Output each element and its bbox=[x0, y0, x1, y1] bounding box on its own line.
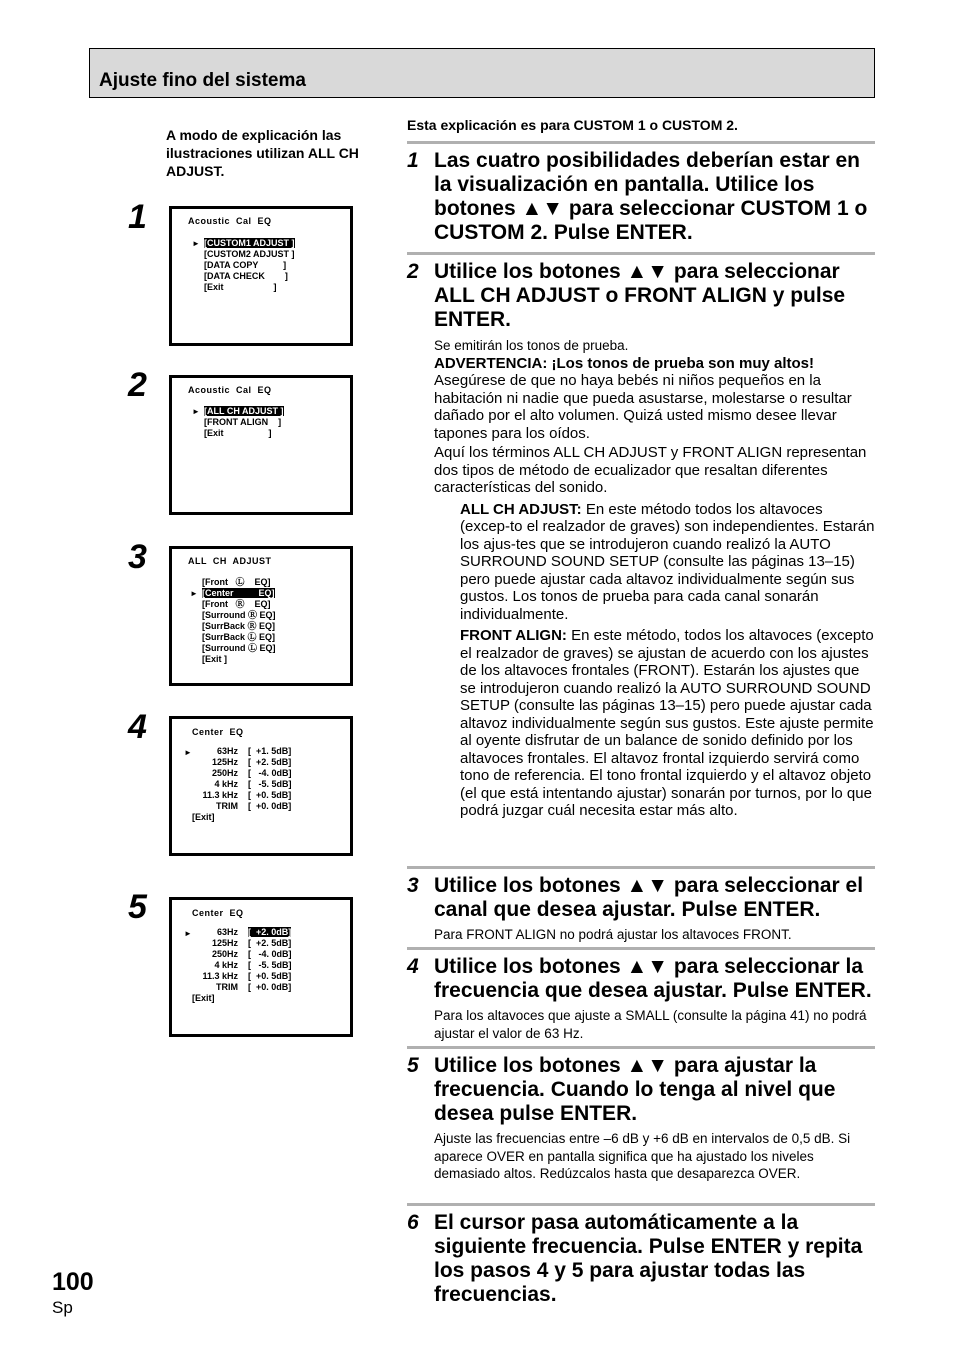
eq-frequency: 250Hz bbox=[211, 768, 238, 778]
step-5 bbox=[407, 1046, 875, 1183]
eq-frequency: 250Hz bbox=[211, 949, 238, 959]
step-3 bbox=[407, 866, 875, 944]
cursor-icon: ► bbox=[192, 407, 200, 416]
step-heading bbox=[407, 955, 875, 1003]
screen-option: [ALL CH ADJUST ] bbox=[204, 406, 284, 416]
step-number: 4 bbox=[407, 955, 419, 978]
step-text: Utilice los botones ▲▼ para seleccionar ALL CH ADJUST o FRONT ALIGN y pulse ENTER. bbox=[434, 260, 846, 331]
screen-option: [SurrBack Ⓡ EQ] bbox=[202, 621, 276, 631]
step-heading bbox=[407, 874, 875, 922]
step-text: Utilice los botones ▲▼ para ajustar la frecuencia. Cuando lo tenga al nivel que desea pulse ENTER. bbox=[434, 1054, 836, 1125]
screen-figure-2 bbox=[169, 375, 353, 515]
illustration-note: A modo de explicación las ilustraciones utilizan ALL CH ADJUST. bbox=[166, 127, 359, 179]
screen-figure-3 bbox=[169, 546, 353, 686]
eq-frequency: 4 kHz bbox=[214, 960, 238, 970]
step-number: 1 bbox=[407, 149, 419, 172]
step-heading bbox=[407, 1054, 875, 1126]
screen-title: Acoustic Cal EQ bbox=[188, 216, 272, 226]
section-title: Ajuste fino del sistema bbox=[99, 70, 306, 91]
page-language: Sp bbox=[52, 1298, 73, 1317]
figure-number-4: 4 bbox=[128, 708, 147, 746]
eq-value: [ +2. 0dB] bbox=[248, 927, 292, 937]
cursor-icon: ► bbox=[184, 748, 192, 757]
screen-option: [Surround Ⓛ EQ] bbox=[202, 643, 276, 653]
screen-option: [CUSTOM1 ADJUST ] bbox=[204, 238, 295, 248]
screen-title: Acoustic Cal EQ bbox=[188, 385, 272, 395]
eq-frequency: 11.3 kHz bbox=[202, 790, 238, 800]
step-paragraph: Para FRONT ALIGN no podrá ajustar los altavoces FRONT. bbox=[434, 927, 792, 942]
step-number: 3 bbox=[407, 874, 419, 897]
step-number: 2 bbox=[407, 260, 419, 283]
screen-option: [Exit ] bbox=[204, 428, 272, 438]
eq-value: [ -5. 5dB] bbox=[248, 960, 292, 970]
screen-option: [DATA COPY ] bbox=[204, 260, 287, 270]
screen-option: [FRONT ALIGN ] bbox=[204, 417, 282, 427]
eq-value: [ +0. 0dB] bbox=[248, 982, 292, 992]
step-6 bbox=[407, 1203, 875, 1307]
eq-frequency: 63Hz bbox=[216, 746, 238, 756]
step-2 bbox=[407, 252, 875, 820]
screen-option: [Center EQ] bbox=[202, 588, 275, 598]
step-text: Las cuatro posibilidades deberían estar en la visualización en pantalla. Utilice los botones ▲▼ para seleccionar CUSTOM 1 o CUSTOM 2. Pulse ENTER. bbox=[434, 149, 868, 244]
step-heading bbox=[407, 149, 875, 245]
eq-value: [ +0. 5dB] bbox=[248, 790, 292, 800]
all-ch-adjust-description bbox=[407, 501, 875, 624]
warning-text: ADVERTENCIA: ¡Los tonos de prueba son muy altos! bbox=[434, 354, 815, 372]
screen-option: [CUSTOM2 ADJUST ] bbox=[204, 249, 295, 259]
screen-option: [Exit ] bbox=[202, 654, 228, 664]
screen-figure-5 bbox=[169, 897, 353, 1037]
step-paragraph: Para los altavoces que ajuste a SMALL (consulte la página 41) no podrá ajustar el valor de 63 Hz. bbox=[434, 1008, 867, 1041]
screen-figure-4 bbox=[169, 716, 353, 856]
figure-number-3: 3 bbox=[128, 538, 147, 576]
step-heading bbox=[407, 260, 875, 332]
step-text: Utilice los botones ▲▼ para seleccionar el canal que desea ajustar. Pulse ENTER. bbox=[434, 874, 864, 921]
page-number: 100 bbox=[52, 1268, 94, 1296]
eq-value: [ +2. 5dB] bbox=[248, 757, 292, 767]
eq-value: [ -4. 0dB] bbox=[248, 949, 292, 959]
eq-frequency: 125Hz bbox=[211, 757, 238, 767]
step-number: 5 bbox=[407, 1054, 419, 1077]
screen-option: [Front Ⓡ EQ] bbox=[202, 599, 271, 609]
eq-value: [ +0. 0dB] bbox=[248, 801, 292, 811]
eq-value: [ +0. 5dB] bbox=[248, 971, 292, 981]
custom-note: Esta explicación es para CUSTOM 1 o CUSTOM 2. bbox=[407, 117, 738, 133]
screen-option: [SurrBack Ⓛ EQ] bbox=[202, 632, 276, 642]
eq-frequency: TRIM bbox=[216, 982, 238, 992]
figure-number-2: 2 bbox=[128, 366, 147, 404]
section-header bbox=[89, 48, 875, 98]
step-1 bbox=[407, 141, 875, 245]
step-text: Utilice los botones ▲▼ para seleccionar la frecuencia que desea ajustar. Pulse ENTER. bbox=[434, 955, 872, 1002]
step-paragraph: Ajuste las frecuencias entre –6 dB y +6 dB en intervalos de 0,5 dB. Si aparece OVER en pantalla significa que ha ajustado los niveles demasiado altos. Redúzcalos hasta que desaparezca OVER. bbox=[434, 1131, 851, 1181]
cursor-icon: ► bbox=[184, 929, 192, 938]
cursor-icon: ► bbox=[190, 589, 198, 598]
step-text: El cursor pasa automáticamente a la siguiente frecuencia. Pulse ENTER y repita los pasos 4 y 5 para ajustar todas las frecuencias. bbox=[434, 1211, 863, 1306]
step-paragraph: Se emitirán los tonos de prueba. bbox=[434, 338, 629, 353]
eq-frequency: TRIM bbox=[216, 801, 238, 811]
eq-value: [ +1. 5dB] bbox=[248, 746, 292, 756]
eq-value: [ -5. 5dB] bbox=[248, 779, 292, 789]
step-number: 6 bbox=[407, 1211, 419, 1234]
screen-option: [Surround Ⓡ EQ] bbox=[202, 610, 276, 620]
screen-exit: [Exit] bbox=[192, 993, 215, 1003]
screen-option: [DATA CHECK ] bbox=[204, 271, 288, 281]
step-paragraph: Asegúrese de que no haya bebés ni niños pequeños en la habitación ni nadie que pueda asustarse, molestarse o resultar dañado por el alto volumen. Quizá usted mismo desee llevar tapones para los oídos. bbox=[434, 372, 852, 442]
cursor-icon: ► bbox=[192, 239, 200, 248]
term-label: FRONT ALIGN: bbox=[460, 627, 567, 644]
screen-option: [Front Ⓛ EQ] bbox=[202, 577, 271, 587]
step-heading bbox=[407, 1211, 875, 1307]
eq-frequency: 63Hz bbox=[216, 927, 238, 937]
eq-value: [ -4. 0dB] bbox=[248, 768, 292, 778]
screen-title: Center EQ bbox=[192, 908, 244, 918]
eq-frequency: 4 kHz bbox=[214, 779, 238, 789]
eq-value: [ +2. 5dB] bbox=[248, 938, 292, 948]
screen-title: Center EQ bbox=[192, 727, 244, 737]
term-label: ALL CH ADJUST: bbox=[460, 500, 582, 518]
figure-number-1: 1 bbox=[128, 198, 147, 236]
screen-figure-1 bbox=[169, 206, 353, 346]
screen-option: [Exit ] bbox=[204, 282, 277, 292]
term-text: En este método todos los altavoces (excep-to el realzador de graves) son independientes. Estarán los ajus-tes que se introdujeron cuando realizó la AUTO SURROUND SOUND SETUP (consulte las páginas 13–15) pero puede ajustar cada altavoz individualmente según sus gustos. Los tonos de prueba para cada canal sonarán individualmente. bbox=[460, 500, 875, 623]
step-4 bbox=[407, 947, 875, 1042]
step-paragraph: Aquí los términos ALL CH ADJUST y FRONT ALIGN representan dos tipos de método de ecualizador que resaltan diferentes características del sonido. bbox=[434, 444, 867, 496]
eq-frequency: 125Hz bbox=[211, 938, 238, 948]
eq-frequency: 11.3 kHz bbox=[202, 971, 238, 981]
front-align-description bbox=[407, 627, 875, 820]
term-text: En este método, todos los altavoces (excepto el realzador de graves) se ajustan de acuerdo con los ajustes de los altavoces frontales (FRONT). Estarán los ajustes que se introdujeron cuando realizó la AUTO SURROUND SOUND SETUP (consulte las páginas 13–15) pero puede ajustar cada altavoz individualmente según sus gustos. Este ajuste permite al oyente disfrutar de un balance de sonido definido por los altavoces frontales. El altavoz frontal izquierdo servirá como tono de referencia. El tono frontal izquierdo y el altavoz objeto (el que está intentando ajustar) sonarán por turnos, por lo que podrá juzgar cuál necesita estar más alto. bbox=[460, 627, 874, 819]
screen-exit: [Exit] bbox=[192, 812, 215, 822]
figure-number-5: 5 bbox=[128, 888, 147, 926]
screen-title: ALL CH ADJUST bbox=[188, 556, 272, 566]
